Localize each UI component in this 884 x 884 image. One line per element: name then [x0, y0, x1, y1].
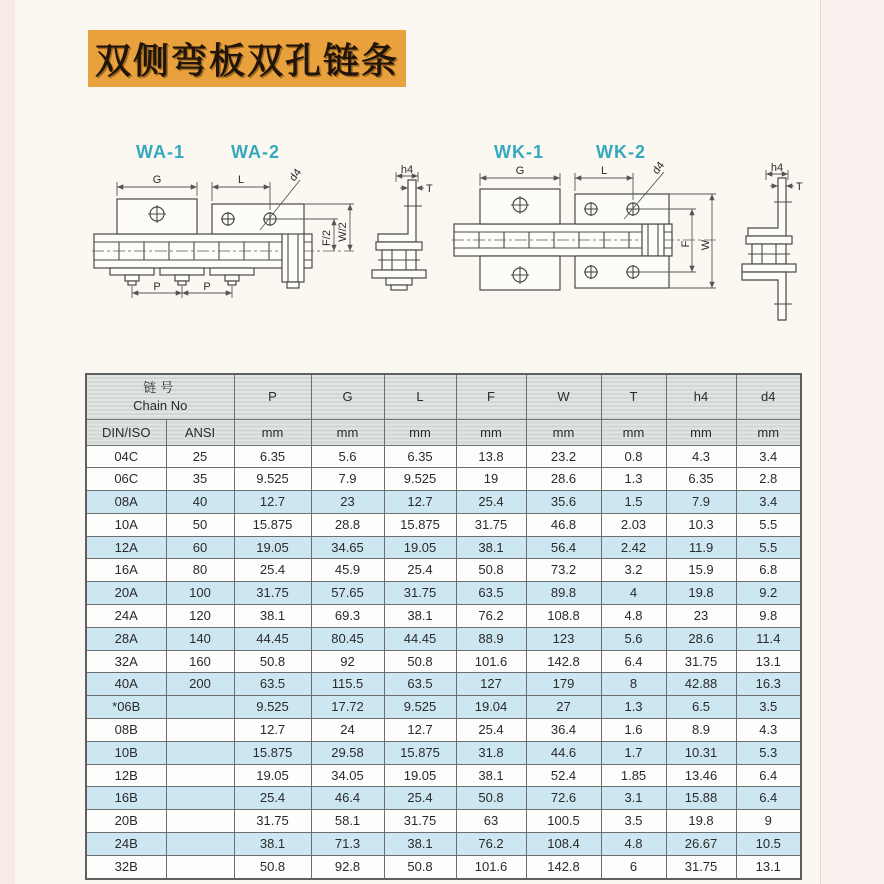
cell-L: 12.7	[384, 491, 456, 514]
cell-G: 34.05	[311, 764, 384, 787]
wk-assembly-diagram	[452, 159, 722, 314]
cell-P: 50.8	[234, 650, 311, 673]
cell-h4: 42.88	[666, 673, 736, 696]
cell-L: 9.525	[384, 696, 456, 719]
cell-F: 13.8	[456, 445, 526, 468]
cell-L: 31.75	[384, 810, 456, 833]
dim-label-d4-wk: d4	[650, 159, 668, 177]
header-unit-G: mm	[311, 419, 384, 445]
cell-F: 31.75	[456, 513, 526, 536]
cell-din-iso: 40A	[86, 673, 166, 696]
cell-F: 101.6	[456, 855, 526, 878]
cell-d4: 10.5	[736, 833, 801, 856]
cell-din-iso: 16B	[86, 787, 166, 810]
cell-F: 19	[456, 468, 526, 491]
cell-P: 63.5	[234, 673, 311, 696]
cell-din-iso: 12A	[86, 536, 166, 559]
cell-F: 101.6	[456, 650, 526, 673]
header-row-main	[86, 374, 801, 419]
cell-W: 179	[526, 673, 601, 696]
cell-G: 71.3	[311, 833, 384, 856]
header-col-h4: h4	[666, 374, 736, 419]
cell-G: 58.1	[311, 810, 384, 833]
cell-din-iso: 12B	[86, 764, 166, 787]
cell-T: 4.8	[601, 605, 666, 628]
cell-G: 34.65	[311, 536, 384, 559]
cell-din-iso: 24A	[86, 605, 166, 628]
cell-G: 80.45	[311, 627, 384, 650]
cell-din-iso: 20A	[86, 582, 166, 605]
table-row-04C	[86, 445, 801, 468]
header-chain-no-en: Chain No	[133, 397, 188, 413]
cell-d4: 6.4	[736, 787, 801, 810]
header-col-F: F	[456, 374, 526, 419]
cell-T: 8	[601, 673, 666, 696]
cell-h4: 10.3	[666, 513, 736, 536]
table-row-08B	[86, 719, 801, 742]
dim-label-G-wk: G	[515, 165, 525, 177]
cell-din-iso: 28A	[86, 627, 166, 650]
cell-ansi	[166, 696, 234, 719]
cell-W: 27	[526, 696, 601, 719]
table-row-32A	[86, 650, 801, 673]
cell-ansi	[166, 787, 234, 810]
header-unit-d4: mm	[736, 419, 801, 445]
dim-label-f: F	[680, 240, 692, 248]
cell-h4: 26.67	[666, 833, 736, 856]
cell-G: 57.65	[311, 582, 384, 605]
cell-F: 19.04	[456, 696, 526, 719]
cell-F: 31.8	[456, 741, 526, 764]
cell-L: 15.875	[384, 513, 456, 536]
header-col-P: P	[234, 374, 311, 419]
cell-din-iso: 08B	[86, 719, 166, 742]
cell-h4: 6.5	[666, 696, 736, 719]
cell-G: 24	[311, 719, 384, 742]
cell-P: 9.525	[234, 468, 311, 491]
wa-side-view-diagram	[366, 166, 432, 292]
cell-L: 31.75	[384, 582, 456, 605]
header-col-T: T	[601, 374, 666, 419]
cell-din-iso: *06B	[86, 696, 166, 719]
table-row-16A	[86, 559, 801, 582]
cell-T: 3.1	[601, 787, 666, 810]
cell-L: 63.5	[384, 673, 456, 696]
cell-ansi	[166, 741, 234, 764]
dim-label-h4-wk: h4	[770, 162, 784, 174]
cell-T: 1.5	[601, 491, 666, 514]
dim-label-p1: P	[153, 281, 161, 293]
cell-d4: 16.3	[736, 673, 801, 696]
cell-d4: 3.5	[736, 696, 801, 719]
cell-G: 92	[311, 650, 384, 673]
cell-L: 6.35	[384, 445, 456, 468]
cell-din-iso: 10B	[86, 741, 166, 764]
cell-d4: 5.5	[736, 536, 801, 559]
header-col-W: W	[526, 374, 601, 419]
cell-W: 52.4	[526, 764, 601, 787]
cell-G: 23	[311, 491, 384, 514]
cell-h4: 11.9	[666, 536, 736, 559]
diagram-label-wa2: WA-2	[231, 142, 280, 162]
cell-ansi	[166, 719, 234, 742]
cell-d4: 3.4	[736, 491, 801, 514]
cell-G: 29.58	[311, 741, 384, 764]
cell-ansi: 35	[166, 468, 234, 491]
cell-T: 6.4	[601, 650, 666, 673]
cell-F: 76.2	[456, 833, 526, 856]
cell-W: 100.5	[526, 810, 601, 833]
cell-P: 19.05	[234, 764, 311, 787]
page-left-margin	[0, 0, 15, 884]
cell-G: 46.4	[311, 787, 384, 810]
chain-spec-table	[85, 373, 802, 880]
cell-h4: 7.9	[666, 491, 736, 514]
cell-h4: 23	[666, 605, 736, 628]
cell-F: 76.2	[456, 605, 526, 628]
cell-d4: 5.3	[736, 741, 801, 764]
cell-din-iso: 08A	[86, 491, 166, 514]
cell-F: 127	[456, 673, 526, 696]
cell-d4: 11.4	[736, 627, 801, 650]
cell-T: 1.6	[601, 719, 666, 742]
cell-d4: 2.8	[736, 468, 801, 491]
header-ansi: ANSI	[166, 419, 234, 445]
cell-P: 12.7	[234, 491, 311, 514]
cell-L: 25.4	[384, 559, 456, 582]
cell-ansi	[166, 855, 234, 878]
dim-label-t: T	[426, 183, 433, 195]
header-col-L: L	[384, 374, 456, 419]
dim-label-G: G	[152, 174, 162, 186]
cell-ansi: 80	[166, 559, 234, 582]
diagram-label-wa1: WA-1	[136, 142, 185, 162]
cell-P: 25.4	[234, 559, 311, 582]
cell-h4: 15.9	[666, 559, 736, 582]
cell-F: 25.4	[456, 491, 526, 514]
cell-d4: 4.3	[736, 719, 801, 742]
cell-h4: 13.46	[666, 764, 736, 787]
cell-F: 63.5	[456, 582, 526, 605]
cell-F: 38.1	[456, 764, 526, 787]
cell-P: 50.8	[234, 855, 311, 878]
cell-ansi: 100	[166, 582, 234, 605]
wa-assembly-diagram	[92, 162, 357, 302]
table-row-24A	[86, 605, 801, 628]
cell-L: 44.45	[384, 627, 456, 650]
table-body	[86, 445, 801, 879]
cell-P: 31.75	[234, 810, 311, 833]
cell-ansi: 140	[166, 627, 234, 650]
cell-ansi: 160	[166, 650, 234, 673]
dim-label-p2: P	[203, 281, 211, 293]
cell-T: 3.2	[601, 559, 666, 582]
cell-h4: 19.8	[666, 582, 736, 605]
table-row-12A	[86, 536, 801, 559]
cell-L: 50.8	[384, 650, 456, 673]
cell-G: 7.9	[311, 468, 384, 491]
dim-label-f2: F/2	[321, 230, 333, 246]
cell-din-iso: 16A	[86, 559, 166, 582]
cell-P: 19.05	[234, 536, 311, 559]
cell-h4: 15.88	[666, 787, 736, 810]
header-col-d4: d4	[736, 374, 801, 419]
table-row-10B	[86, 741, 801, 764]
cell-G: 17.72	[311, 696, 384, 719]
header-col-G: G	[311, 374, 384, 419]
cell-ansi	[166, 810, 234, 833]
cell-d4: 9.8	[736, 605, 801, 628]
cell-P: 38.1	[234, 605, 311, 628]
header-din-iso: DIN/ISO	[86, 419, 166, 445]
cell-F: 50.8	[456, 787, 526, 810]
header-unit-P: mm	[234, 419, 311, 445]
cell-W: 36.4	[526, 719, 601, 742]
dim-label-L-wk: L	[600, 165, 608, 177]
cell-P: 15.875	[234, 741, 311, 764]
dim-label-L: L	[237, 174, 245, 186]
header-unit-L: mm	[384, 419, 456, 445]
table-row-20A	[86, 582, 801, 605]
diagram-label-wk1: WK-1	[494, 142, 544, 162]
cell-h4: 8.9	[666, 719, 736, 742]
cell-W: 123	[526, 627, 601, 650]
page-title: 双侧弯板双孔链条	[94, 40, 399, 81]
cell-L: 38.1	[384, 605, 456, 628]
cell-din-iso: 32B	[86, 855, 166, 878]
cell-L: 19.05	[384, 536, 456, 559]
header-chain-no	[86, 374, 234, 419]
header-chain-no-zh: 链号	[143, 380, 178, 396]
table-header	[86, 374, 801, 445]
cell-h4: 31.75	[666, 650, 736, 673]
cell-F: 63	[456, 810, 526, 833]
cell-P: 15.875	[234, 513, 311, 536]
table-row-06C	[86, 468, 801, 491]
page-right-margin	[820, 0, 884, 884]
cell-W: 73.2	[526, 559, 601, 582]
header-unit-F: mm	[456, 419, 526, 445]
cell-T: 2.03	[601, 513, 666, 536]
cell-ansi: 120	[166, 605, 234, 628]
cell-T: 5.6	[601, 627, 666, 650]
table-row-20B	[86, 810, 801, 833]
cell-F: 50.8	[456, 559, 526, 582]
cell-h4: 6.35	[666, 468, 736, 491]
header-unit-h4: mm	[666, 419, 736, 445]
cell-d4: 6.4	[736, 764, 801, 787]
cell-G: 5.6	[311, 445, 384, 468]
cell-W: 108.4	[526, 833, 601, 856]
cell-h4: 28.6	[666, 627, 736, 650]
dim-label-d4: d4	[287, 166, 305, 184]
cell-G: 115.5	[311, 673, 384, 696]
cell-din-iso: 20B	[86, 810, 166, 833]
table-row-32B	[86, 855, 801, 878]
cell-d4: 9.2	[736, 582, 801, 605]
cell-T: 1.3	[601, 468, 666, 491]
cell-P: 12.7	[234, 719, 311, 742]
cell-d4: 5.5	[736, 513, 801, 536]
cell-W: 46.8	[526, 513, 601, 536]
cell-P: 9.525	[234, 696, 311, 719]
cell-G: 92.8	[311, 855, 384, 878]
cell-P: 25.4	[234, 787, 311, 810]
cell-T: 0.8	[601, 445, 666, 468]
table-row-16B	[86, 787, 801, 810]
cell-T: 1.85	[601, 764, 666, 787]
cell-W: 23.2	[526, 445, 601, 468]
cell-T: 1.3	[601, 696, 666, 719]
cell-W: 89.8	[526, 582, 601, 605]
dim-label-w2: W/2	[337, 222, 349, 242]
cell-ansi: 40	[166, 491, 234, 514]
header-unit-T: mm	[601, 419, 666, 445]
header-row-sub	[86, 419, 801, 445]
cell-G: 28.8	[311, 513, 384, 536]
wa-pin-row	[110, 268, 254, 285]
dim-label-h4: h4	[400, 164, 414, 176]
cell-T: 6	[601, 855, 666, 878]
cell-ansi: 60	[166, 536, 234, 559]
cell-h4: 19.8	[666, 810, 736, 833]
cell-W: 142.8	[526, 855, 601, 878]
cell-h4: 31.75	[666, 855, 736, 878]
cell-G: 69.3	[311, 605, 384, 628]
cell-ansi: 25	[166, 445, 234, 468]
cell-W: 35.6	[526, 491, 601, 514]
cell-h4: 10.31	[666, 741, 736, 764]
title-banner	[88, 30, 406, 87]
cell-L: 19.05	[384, 764, 456, 787]
cell-P: 6.35	[234, 445, 311, 468]
table-row-12B	[86, 764, 801, 787]
cell-F: 25.4	[456, 719, 526, 742]
table-row-06B	[86, 696, 801, 719]
cell-F: 88.9	[456, 627, 526, 650]
table-row-10A	[86, 513, 801, 536]
cell-W: 56.4	[526, 536, 601, 559]
cell-T: 1.7	[601, 741, 666, 764]
cell-d4: 13.1	[736, 855, 801, 878]
cell-d4: 13.1	[736, 650, 801, 673]
cell-T: 4.8	[601, 833, 666, 856]
cell-ansi	[166, 833, 234, 856]
cell-din-iso: 10A	[86, 513, 166, 536]
cell-din-iso: 06C	[86, 468, 166, 491]
cell-ansi: 50	[166, 513, 234, 536]
table-row-24B	[86, 833, 801, 856]
dim-label-t-wk: T	[796, 181, 803, 193]
cell-T: 2.42	[601, 536, 666, 559]
cell-L: 15.875	[384, 741, 456, 764]
cell-P: 31.75	[234, 582, 311, 605]
cell-din-iso: 24B	[86, 833, 166, 856]
cell-W: 72.6	[526, 787, 601, 810]
cell-F: 38.1	[456, 536, 526, 559]
cell-L: 9.525	[384, 468, 456, 491]
cell-P: 38.1	[234, 833, 311, 856]
table-row-40A	[86, 673, 801, 696]
table-row-08A	[86, 491, 801, 514]
cell-din-iso: 32A	[86, 650, 166, 673]
cell-P: 44.45	[234, 627, 311, 650]
wk-side-view-diagram	[740, 164, 810, 326]
cell-W: 108.8	[526, 605, 601, 628]
cell-d4: 9	[736, 810, 801, 833]
dim-label-w: W	[700, 239, 712, 251]
table-row-28A	[86, 627, 801, 650]
cell-W: 28.6	[526, 468, 601, 491]
cell-ansi	[166, 764, 234, 787]
cell-L: 50.8	[384, 855, 456, 878]
cell-L: 12.7	[384, 719, 456, 742]
cell-L: 38.1	[384, 833, 456, 856]
cell-L: 25.4	[384, 787, 456, 810]
diagram-label-wk2: WK-2	[596, 142, 646, 162]
cell-W: 142.8	[526, 650, 601, 673]
cell-ansi: 200	[166, 673, 234, 696]
header-unit-W: mm	[526, 419, 601, 445]
cell-T: 4	[601, 582, 666, 605]
cell-d4: 3.4	[736, 445, 801, 468]
cell-d4: 6.8	[736, 559, 801, 582]
cell-din-iso: 04C	[86, 445, 166, 468]
cell-G: 45.9	[311, 559, 384, 582]
cell-W: 44.6	[526, 741, 601, 764]
cell-h4: 4.3	[666, 445, 736, 468]
cell-T: 3.5	[601, 810, 666, 833]
